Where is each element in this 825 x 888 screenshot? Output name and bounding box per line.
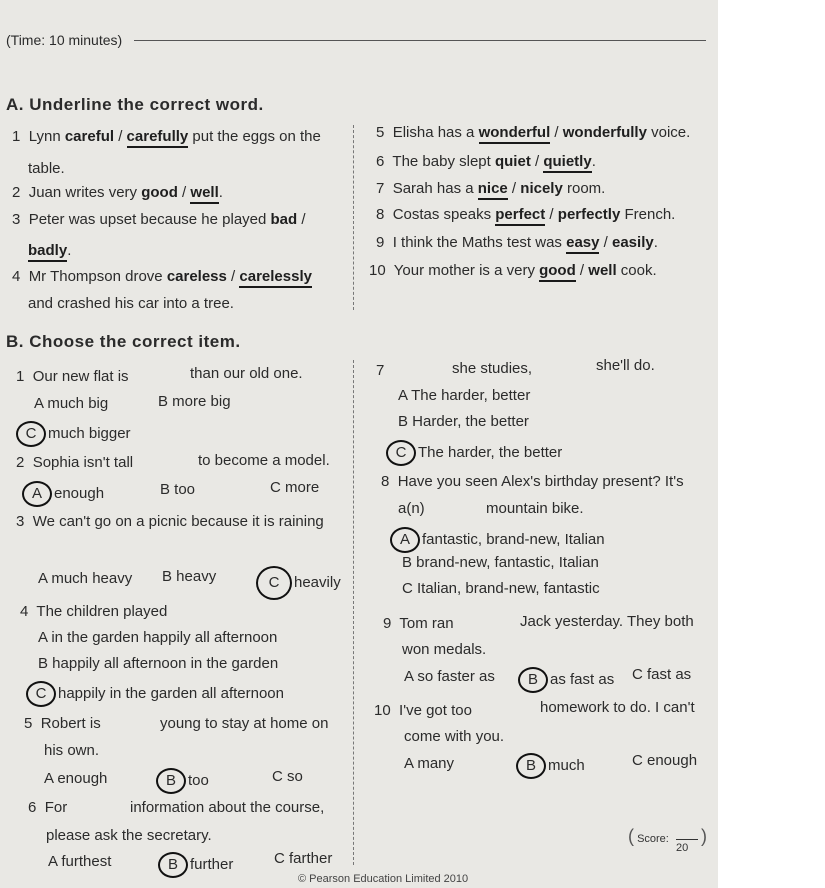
- b-q6-option-a: A furthest: [48, 853, 112, 870]
- b-q8-option-c: C Italian, brand-new, fantastic: [402, 580, 600, 597]
- a-item-8: 8 Costas speaks perfect / perfectly French.: [376, 206, 675, 224]
- b-q9-option-b: B as fast as: [526, 667, 614, 693]
- b-question-9-b: Jack yesterday. They both: [520, 613, 694, 630]
- b-q3-option-b: B heavy: [162, 568, 217, 585]
- b-question-10: 10 I've got too: [374, 702, 472, 719]
- b-q7-option-b: B Harder, the better: [398, 413, 529, 430]
- b-q2-option-a: A enough: [30, 481, 104, 507]
- answer-circle: B: [516, 753, 546, 779]
- b-q1-option-a: A much big: [34, 395, 109, 412]
- b-q3-option-a: A much heavy: [38, 570, 133, 587]
- a-item-5: 5 Elisha has a wonderful / wonderfully voice.: [376, 124, 690, 142]
- name-line: [134, 40, 706, 41]
- b-question-2-b: to become a model.: [198, 452, 330, 469]
- b-q1-option-c: C much bigger: [24, 421, 131, 447]
- b-q9-option-a: A so faster as: [404, 668, 495, 685]
- score-box: ( Score: ) 20: [628, 826, 707, 854]
- b-q8-option-b: B brand-new, fantastic, Italian: [402, 554, 599, 571]
- b-q6-option-b: B further: [166, 852, 233, 878]
- b-question-5-b: young to stay at home on: [160, 715, 329, 732]
- b-question-6: 6 For: [28, 799, 68, 816]
- b-question-7-b: she'll do.: [596, 357, 655, 374]
- b-q3-option-c: C heavily: [264, 566, 341, 600]
- b-q10-option-a: A many: [404, 755, 455, 772]
- a-item-9: 9 I think the Maths test was easy / easily.: [376, 234, 658, 252]
- b-question-7-n: 7: [376, 362, 385, 379]
- a-item-10: 10 Your mother is a very good / well cook.: [369, 262, 657, 280]
- a-item-2: 2 Juan writes very good / well.: [12, 184, 223, 202]
- a-item-4: 4 Mr Thompson drove careless / carelessly: [12, 268, 312, 286]
- score-total: 20: [676, 842, 689, 854]
- b-q4-option-a: A in the garden happily all afternoon: [38, 629, 278, 646]
- b-question-1-b: than our old one.: [190, 365, 303, 382]
- b-question-1: 1 Our new flat is: [16, 368, 129, 385]
- b-q10-option-b: B much: [524, 753, 585, 779]
- b-q5-option-a: A enough: [44, 770, 108, 787]
- b-q7-option-a: A The harder, better: [398, 387, 531, 404]
- b-question-10-b: homework to do. I can't: [540, 699, 695, 716]
- b-q8-option-a: A fantastic, brand-new, Italian: [398, 527, 605, 553]
- copyright-footer: © Pearson Education Limited 2010: [298, 873, 469, 885]
- b-question-4: 4 The children played: [20, 603, 168, 620]
- answer-circle: C: [386, 440, 416, 466]
- a-item-1-cont: table.: [28, 160, 65, 177]
- b-question-9: 9 Tom ran: [383, 615, 454, 632]
- answer-circle: B: [158, 852, 188, 878]
- section-b-title: B. Choose the correct item.: [6, 332, 241, 351]
- a-item-7: 7 Sarah has a nice / nicely room.: [376, 180, 605, 198]
- b-question-7-a: she studies,: [452, 360, 533, 377]
- a-item-6: 6 The baby slept quiet / quietly.: [376, 153, 596, 171]
- b-q5-option-b: B too: [164, 768, 209, 794]
- b-question-10-c: come with you.: [404, 728, 505, 745]
- b-q5-option-c: C so: [272, 768, 303, 785]
- answer-circle: C: [16, 421, 46, 447]
- b-question-5-c: his own.: [44, 742, 100, 759]
- b-q2-option-b: B too: [160, 481, 196, 498]
- b-question-8-b: a(n): [398, 500, 425, 517]
- answer-circle: C: [26, 681, 56, 707]
- b-question-9-c: won medals.: [402, 641, 487, 658]
- a-item-3: 3 Peter was upset because he played bad /: [12, 211, 306, 228]
- a-item-1: 1 Lynn careful / carefully put the eggs on the: [12, 128, 321, 146]
- answer-circle: A: [22, 481, 52, 507]
- b-question-6-c: please ask the secretary.: [46, 827, 212, 844]
- b-question-6-b: information about the course,: [130, 799, 325, 816]
- b-q2-option-c: C more: [270, 479, 320, 496]
- score-label: Score:: [637, 833, 669, 845]
- b-q9-option-c: C fast as: [632, 666, 692, 683]
- b-q6-option-c: C farther: [274, 850, 333, 867]
- b-q4-option-c: C happily in the garden all afternoon: [34, 681, 284, 707]
- b-question-3: 3 We can't go on a picnic because it is raining: [16, 513, 324, 530]
- answer-circle: C: [256, 566, 292, 600]
- answer-circle: B: [518, 667, 548, 693]
- time-label: (Time: 10 minutes): [6, 32, 123, 48]
- answer-circle: A: [390, 527, 420, 553]
- section-a-title: A. Underline the correct word.: [6, 95, 264, 114]
- b-question-5: 5 Robert is: [24, 715, 101, 732]
- b-question-8: 8 Have you seen Alex's birthday present? It's: [381, 473, 684, 490]
- b-q7-option-c: C The harder, the better: [394, 440, 562, 466]
- b-question-2: 2 Sophia isn't tall: [16, 454, 134, 471]
- b-question-8-c: mountain bike.: [486, 500, 584, 517]
- b-q1-option-b: B more big: [158, 393, 231, 410]
- b-q10-option-c: C enough: [632, 752, 698, 769]
- a-item-3-cont: badly.: [28, 242, 71, 260]
- column-divider-b: [353, 360, 354, 865]
- a-item-4-cont: and crashed his car into a tree.: [28, 295, 234, 312]
- column-divider-a: [353, 125, 354, 310]
- answer-circle: B: [156, 768, 186, 794]
- b-q4-option-b: B happily all afternoon in the garden: [38, 655, 279, 672]
